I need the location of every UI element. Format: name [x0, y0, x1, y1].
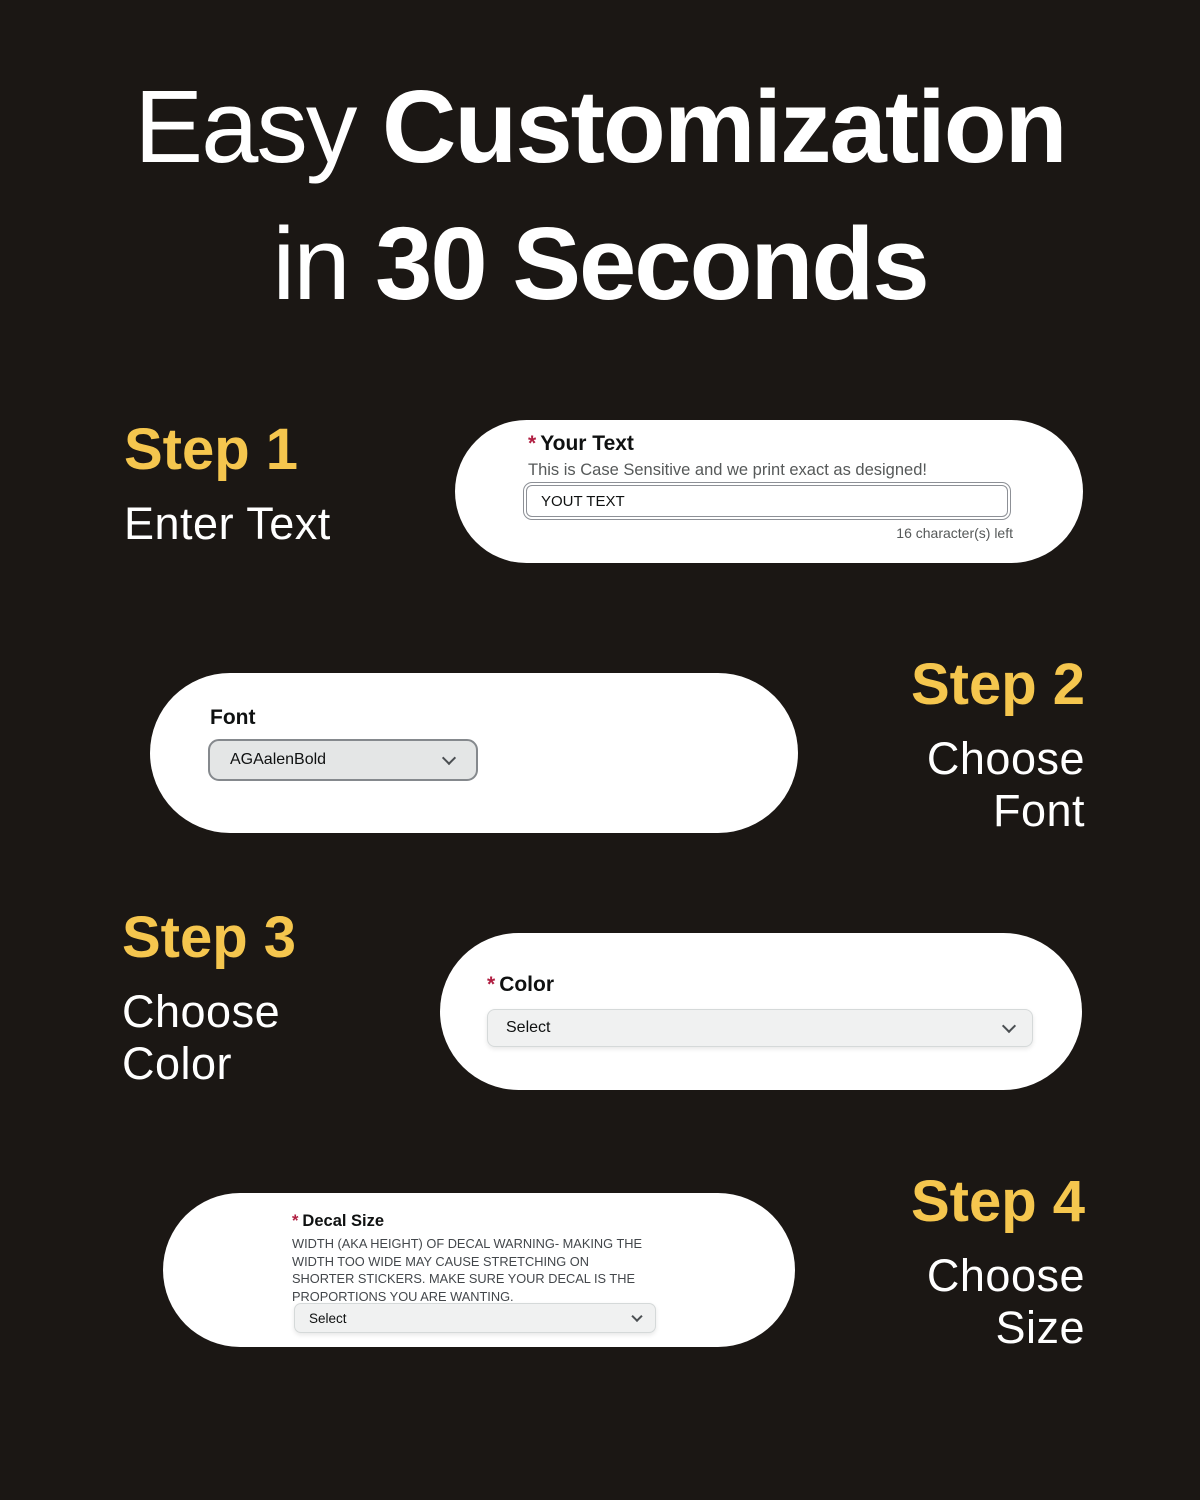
step-4-desc-line1: Choose	[926, 1250, 1085, 1301]
chevron-down-icon	[1002, 1019, 1016, 1033]
decal-size-field-label	[292, 1212, 384, 1231]
characters-left-counter: 16 character(s) left	[896, 525, 1013, 541]
step-4-label	[910, 1169, 1085, 1354]
step-2-heading: Step 2	[910, 652, 1085, 717]
title-line-1	[0, 58, 1200, 195]
color-card	[440, 933, 1082, 1090]
step-3-desc-line1: Choose	[122, 986, 281, 1037]
decal-size-select-value: Select	[309, 1310, 347, 1326]
your-text-label: Your Text	[540, 432, 634, 455]
step-2-label	[910, 652, 1085, 837]
decal-size-card	[163, 1193, 795, 1347]
required-asterisk: *	[487, 973, 496, 996]
color-select[interactable]	[487, 1009, 1033, 1047]
font-select[interactable]	[208, 739, 478, 781]
title-line2-bold: 30 Seconds	[375, 206, 928, 321]
color-field-label	[487, 973, 554, 997]
title-line1-light: Easy	[134, 69, 383, 184]
your-text-card	[455, 420, 1083, 563]
step-1-label	[124, 417, 331, 550]
color-select-value: Select	[506, 1019, 551, 1036]
title-line1-bold: Customization	[382, 69, 1066, 184]
font-field-label	[210, 706, 255, 730]
step-4-description	[911, 1250, 1085, 1354]
step-3-heading: Step 3	[122, 905, 297, 970]
case-sensitive-helper: This is Case Sensitive and we print exact as designed!	[528, 461, 927, 479]
step-1-description: Enter Text	[124, 498, 331, 549]
chevron-down-icon	[631, 1311, 642, 1322]
decal-size-select[interactable]	[294, 1303, 656, 1333]
font-card	[150, 673, 798, 833]
step-3-desc-line2: Color	[122, 1038, 233, 1089]
title-line2-light: in	[272, 206, 376, 321]
color-label: Color	[499, 973, 555, 996]
step-4-heading: Step 4	[910, 1169, 1085, 1234]
step-3-label	[122, 905, 297, 1090]
step-1-heading: Step 1	[124, 417, 299, 482]
page-title	[0, 58, 1200, 332]
step-4-desc-line2: Size	[995, 1302, 1085, 1353]
your-text-field-label	[528, 432, 634, 456]
required-asterisk: *	[528, 432, 537, 455]
your-text-input-wrap	[523, 482, 1011, 520]
step-3-description	[122, 986, 296, 1090]
step-2-description	[911, 733, 1085, 837]
decal-size-warning-text: WIDTH (AKA HEIGHT) OF DECAL WARNING- MAKING THE WIDTH TOO WIDE MAY CAUSE STRETCHING ON SHORTER STICKERS. MAKE SURE YOUR DECAL IS THE PROPORTIONS YOU ARE WANTING.	[292, 1236, 643, 1304]
step-2-desc-line1: Choose	[926, 733, 1085, 784]
decal-size-label: Decal Size	[302, 1212, 385, 1230]
title-line-2	[0, 195, 1200, 332]
your-text-input[interactable]	[526, 485, 1008, 517]
font-select-value: AGAalenBold	[230, 751, 327, 768]
step-2-desc-line2: Font	[992, 785, 1085, 836]
chevron-down-icon	[442, 751, 456, 765]
font-label: Font	[210, 706, 256, 729]
required-asterisk: *	[292, 1212, 299, 1230]
